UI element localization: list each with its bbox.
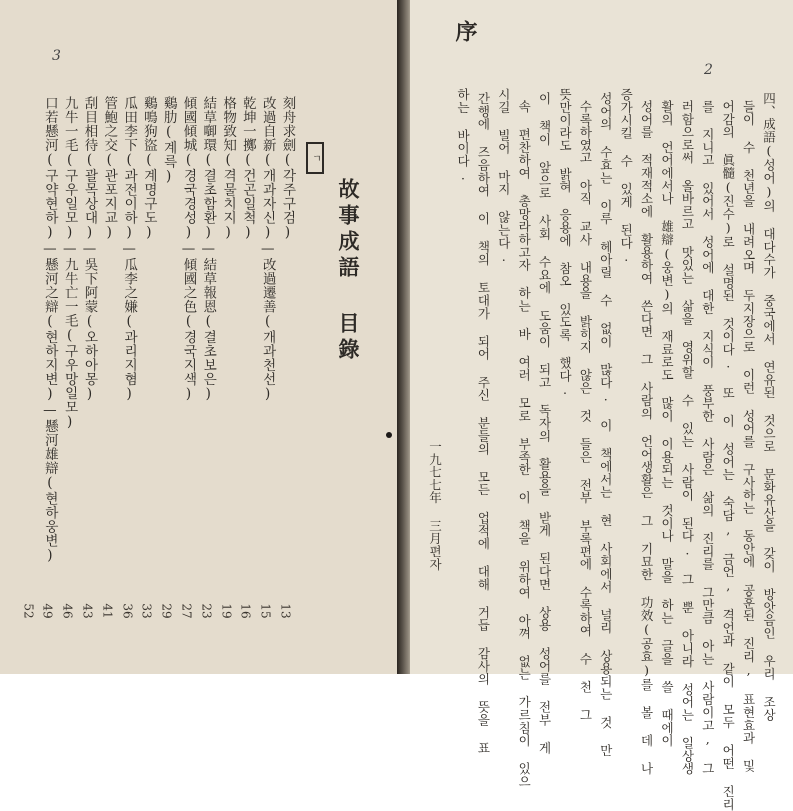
- toc-page-ref: 15: [258, 603, 273, 619]
- toc-page-ref: 49: [41, 603, 56, 619]
- preface-line: 수록하였고 아직 교사 내용을 밝히지 않은 것 들은 전부 부록편에 수록하여 수 천 그: [577, 100, 593, 722]
- toc-page-ref: 27: [179, 603, 194, 619]
- toc-page-ref: 46: [60, 603, 75, 619]
- preface-author: 편자: [427, 545, 443, 571]
- toc-entry-text: 乾坤一擲(건곤일척): [239, 96, 256, 241]
- toc-entry-text: 結草啣環(결초함환)—結草報恩(결초보은): [200, 96, 217, 403]
- toc-page-ref: 36: [120, 603, 135, 619]
- preface-page: [410, 0, 793, 811]
- preface-line: 어감의 眞髓(진수)로 설명된 것이다. 또 이 성어는 숙담, 금언, 격언과 같이 모두 어떤 진리: [720, 100, 736, 811]
- preface-header-mark: 序: [452, 20, 478, 42]
- toc-page-ref: 13: [278, 603, 293, 619]
- toc-page-ref: 41: [100, 603, 115, 619]
- toc-page-ref: 23: [199, 603, 214, 619]
- preface-line: 四、成語(성어)의 대다수가 중국에서 연유된 것으로 문화유산을 갖이 방앗음인 우리 조상: [761, 92, 777, 722]
- page-number: 3: [52, 48, 61, 64]
- ink-spot: [386, 432, 392, 438]
- toc-page-ref: 43: [80, 603, 95, 619]
- preface-line: 러함으로써 올바르고 맛있는 삶을 영위할 수 있는 사람이 된다. 그 뿐 아니라 성어는 일상생: [679, 100, 695, 775]
- page-number: 2: [704, 62, 713, 78]
- preface-line: 들이 수 천년을 내려오며 두지장으로 이런 성어를 구사하는 동안에 공훈된 진리, 표현효과 및: [741, 100, 757, 773]
- toc-entry-text: 口若懸河(구약현하)—懸河之辯(현하지변)—懸河雄辯(현하웅변): [41, 96, 58, 564]
- toc-page-ref: 19: [219, 603, 234, 619]
- section-label-box: [306, 142, 324, 174]
- preface-line: 뜻만이라도 밝혀 응용에 참오 있도록 했다.: [557, 88, 573, 398]
- toc-page: [0, 0, 400, 674]
- toc-entry-text: 格物致知(격물치지): [220, 96, 237, 241]
- toc-entry-text: 鷄鳴狗盜(계명구도): [140, 96, 157, 241]
- preface-line: 활의 언어에서나 雄辯(웅변)의 재료로도 많이 이용되는 것이나 말을 하는 글을 쓸 때에이: [659, 100, 675, 747]
- preface-line: 간행에 즈음하여 이 책의 토대가 되어 주신 분들의 모든 업적에 대해 거듭 감사의 뜻을 표: [475, 92, 491, 755]
- preface-line: 증가시킬 수 있게 된다.: [618, 88, 634, 265]
- preface-line: 를 지니고 있어서 성어에 대한 지식이 풍부한 사람은 삶의 진리를 그만큼 아는 사람이고, 그: [700, 100, 716, 775]
- preface-line: 시길 빌어 마지 않는다.: [496, 88, 512, 265]
- toc-entry-text: 管鮑之交(관포지교): [101, 96, 118, 241]
- toc-page-ref: 29: [159, 603, 174, 619]
- preface-line: 성어의 수효는 이루 헤아릴 수 없이 많다. 이 책에서는 현 사회에서 널리 상용되는 것 만: [598, 92, 614, 757]
- section-label: ㄱ: [309, 153, 321, 163]
- toc-page-ref-last: 52: [21, 603, 36, 619]
- toc-title: 故事成語 目錄: [336, 178, 361, 364]
- toc-entry-text: 九牛一毛(구우일모)—九牛亡一毛(구우망일모): [61, 96, 78, 431]
- preface-line: 하는 바이다.: [455, 88, 471, 183]
- toc-entry-text: 瓜田李下(과전이하)—瓜李之嫌(과리지혐): [121, 96, 138, 403]
- preface-line: 성어를 적재적소에 활용하여 쓴다면 그 사람의 언어생활은 그 기묘한 功效(공효)를 볼 데 나: [639, 100, 655, 775]
- toc-entry-text: 改過自新(개과자신)—改過遷善(개과천선): [259, 96, 276, 403]
- preface-line: 이 책이 앞으로 사회 수요에 도움이 되고 독자의 활용을 받게 된다면 상용 성어를 전부 게: [537, 92, 553, 755]
- toc-entry-text: 鷄肋(계륵): [160, 96, 177, 185]
- toc-entry-text: 刮目相待(괄목상대)—吳下阿蒙(오하아몽): [81, 96, 98, 403]
- toc-entry-text: 傾國傾城(경국경성)—傾國之色(경국지색): [180, 96, 197, 403]
- toc-page-ref: 33: [140, 603, 155, 619]
- preface-line: 속 편찬하여 총망라하고자 하는 바 여러 모로 부족한 이 책을 위하여 아껴 없는 가르침이 있으: [516, 100, 532, 788]
- toc-entry-text: 刻舟求劍(각주구검): [279, 96, 296, 241]
- toc-page-ref: 16: [239, 603, 254, 619]
- preface-date: 一九七七年 三月: [427, 440, 443, 545]
